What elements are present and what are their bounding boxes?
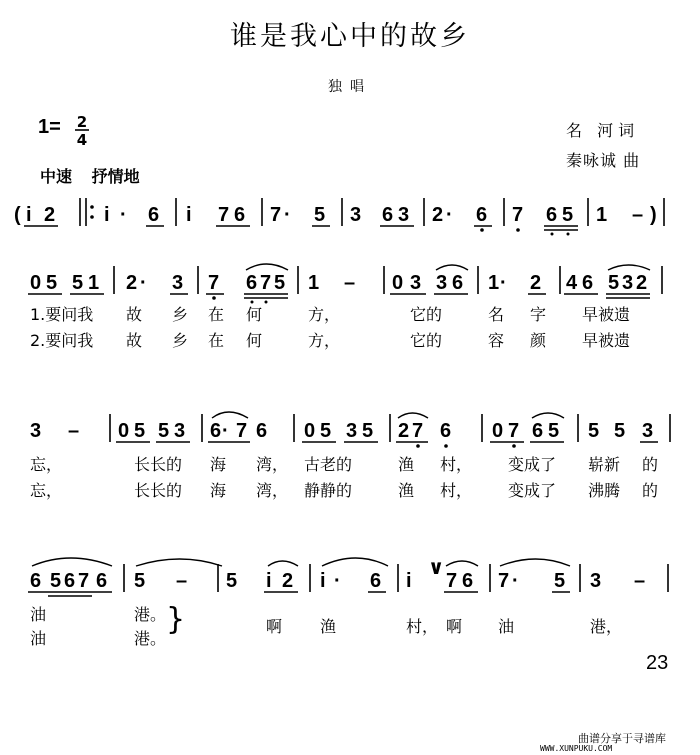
note: 2	[432, 204, 444, 226]
note: 6	[96, 570, 108, 592]
note: (	[14, 204, 21, 226]
note: 2	[530, 272, 542, 294]
note: 6	[234, 204, 246, 226]
dot: ·	[334, 570, 341, 592]
footer-watermark: 曲谱分享于寻谱库	[578, 732, 666, 745]
note: 6	[440, 420, 452, 442]
note: 3	[410, 272, 422, 294]
dot: ·	[140, 272, 147, 294]
note: 1	[488, 272, 500, 294]
note: 7	[512, 204, 524, 226]
note: 1	[596, 204, 608, 226]
footer-url: WWW.XUNPUKU.COM	[540, 744, 613, 753]
note: i	[186, 204, 192, 226]
note: 3	[436, 272, 448, 294]
note: 5	[134, 420, 146, 442]
note: i	[104, 204, 110, 226]
note: 6	[382, 204, 394, 226]
note: 0	[118, 420, 130, 442]
dot: ·	[512, 570, 519, 592]
note: 7	[508, 420, 520, 442]
note: 6	[532, 420, 544, 442]
note: 5	[608, 272, 620, 294]
note: 2	[44, 204, 56, 226]
breath-mark: ∨	[428, 557, 445, 579]
note: 5	[46, 272, 58, 294]
note: 2	[398, 420, 410, 442]
composer-credit: 秦咏诚 曲	[566, 151, 641, 170]
note: 3	[398, 204, 410, 226]
note: i	[320, 570, 326, 592]
note: 2	[282, 570, 294, 592]
note: i	[266, 570, 272, 592]
performance-type: 独唱	[328, 79, 372, 95]
lyricist-credit: 名 河词	[566, 121, 640, 140]
note: 6	[246, 272, 258, 294]
note: i	[26, 204, 32, 226]
note: 3	[174, 420, 186, 442]
dot: ·	[446, 204, 453, 226]
dash: –	[344, 272, 356, 294]
note: 5	[226, 570, 238, 592]
note: 3	[172, 272, 184, 294]
dot: ·	[500, 272, 507, 294]
note: 6	[452, 272, 464, 294]
note: 7	[218, 204, 230, 226]
key-signature: 1=	[38, 116, 61, 138]
note: 3	[622, 272, 634, 294]
score-row-1	[14, 198, 664, 236]
note: 6	[582, 272, 594, 294]
note: 6	[64, 570, 76, 592]
dash: –	[634, 570, 646, 592]
note: 1	[308, 272, 320, 294]
svg-text:2: 2	[76, 113, 88, 131]
note: 3	[590, 570, 602, 592]
note: 6	[148, 204, 160, 226]
note: 2	[126, 272, 138, 294]
dot: ·	[284, 204, 291, 226]
note: 5	[614, 420, 626, 442]
note: 4	[566, 272, 578, 294]
note: 6	[210, 420, 222, 442]
note: 7	[78, 570, 90, 592]
dash: –	[68, 420, 80, 442]
note: 5	[588, 420, 600, 442]
note: 6	[30, 570, 42, 592]
dash: –	[176, 570, 188, 592]
note: 6	[256, 420, 268, 442]
note: 5	[362, 420, 374, 442]
note: 2	[636, 272, 648, 294]
note: 3	[350, 204, 362, 226]
score-row-3	[30, 412, 670, 448]
note: 5	[134, 570, 146, 592]
note: 7	[260, 272, 272, 294]
note: 5	[50, 570, 62, 592]
dash: –	[632, 204, 644, 226]
page-number: 23	[646, 652, 669, 674]
dot: ·	[222, 420, 229, 442]
dot: ·	[120, 204, 127, 226]
note: 0	[392, 272, 404, 294]
note: 7	[412, 420, 424, 442]
note: 1	[88, 272, 100, 294]
note: 5	[320, 420, 332, 442]
note: 7	[208, 272, 220, 294]
score-row-4	[28, 557, 668, 596]
note: 6	[476, 204, 488, 226]
note: 0	[30, 272, 42, 294]
note: 6	[370, 570, 382, 592]
score-row-2	[28, 264, 662, 304]
note: 7	[236, 420, 248, 442]
paren: )	[650, 204, 657, 226]
note: 5	[562, 204, 574, 226]
note: 6	[546, 204, 558, 226]
song-title: 谁是我心中的故乡	[230, 21, 470, 52]
note: 7	[270, 204, 282, 226]
note: 5	[72, 272, 84, 294]
note: 5	[554, 570, 566, 592]
note: 7	[446, 570, 458, 592]
note: 6	[462, 570, 474, 592]
note: 3	[346, 420, 358, 442]
note: 7	[498, 570, 510, 592]
note: 5	[158, 420, 170, 442]
note: 3	[642, 420, 654, 442]
tempo-marking: 中速 抒情地	[40, 167, 140, 186]
note: 3	[30, 420, 42, 442]
note: 5	[548, 420, 560, 442]
verse-brace: }	[166, 602, 186, 637]
note: i	[406, 570, 412, 592]
note: 5	[314, 204, 326, 226]
note: 5	[274, 272, 286, 294]
note: 0	[304, 420, 316, 442]
note: 0	[492, 420, 504, 442]
svg-text:4: 4	[76, 131, 88, 148]
